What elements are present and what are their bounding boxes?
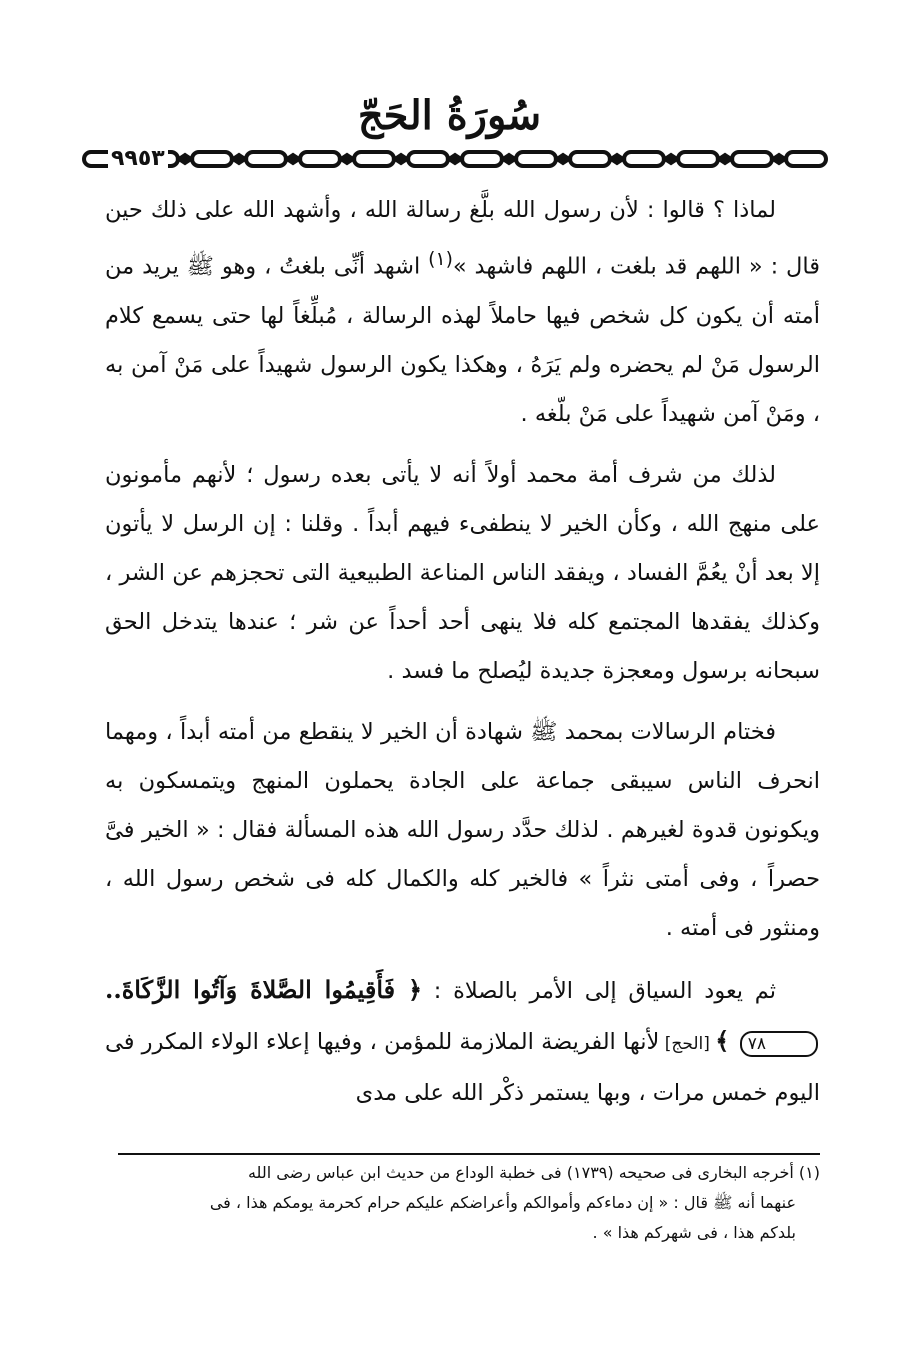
- ornament-link: [192, 152, 232, 166]
- paragraph-1: [105, 186, 820, 439]
- paragraph-1-rest: اشهد أنِّى بلغتُ ، وهو ﷺ يريد من أمته أن يكون كل شخص فيها حاملاً لهذه الرسالة ، مُبلِّغاً لها حتى يسمع كلام الرسول مَنْ لم يحضره ولم يَرَهُ ، وهكذا يكون الرسول شهيداً على مَنْ آمن به ، ومَنْ آمن شهيداً على مَنْ بلّغه .: [105, 253, 820, 427]
- paragraph-4: [105, 965, 820, 1118]
- ornament-link: [246, 152, 286, 166]
- ornament-link: [570, 152, 610, 166]
- paragraph-1-text: لماذا ؟ قالوا : لأن رسول الله بلَّغ رسالة الله ، وأشهد الله على ذلك حين قال : « اللهم قد بلغت ، اللهم فاشهد »: [105, 197, 821, 280]
- ornament-diamond: [449, 155, 461, 163]
- paragraph-3: فختام الرسالات بمحمد ﷺ شهادة أن الخير لا ينقطع من أمته أبداً ، ومهما انحرف الناس سيبقى جماعة على الجادة يحملون المنهج ويتمسكون به ويكونون قدوة لغيرهم . لذلك حدَّد رسول الله هذه المسألة فقال : « الخير فىَّ حصراً ، وفى أمتى نثراً » فالخير كله والكمال كله فى شخص رسول الله ، ومنثور فى أمته .: [105, 718, 820, 941]
- ornament-diamond: [503, 155, 515, 163]
- ornament-link: [786, 152, 826, 166]
- sura-title: سُورَةُ الحَجّ: [357, 92, 542, 139]
- paragraph-4-rest: لأنها الفريضة الملازمة للمؤمن ، وفيها إعلاء الولاء المكرر فى اليوم خمس مرات ، وبها يستمر ذكْر الله على مدى: [105, 1028, 820, 1106]
- ornament-diamond: [287, 155, 299, 163]
- ornament-link: [462, 152, 502, 166]
- ornament-link: [300, 152, 340, 166]
- ornament-link: [624, 152, 664, 166]
- body-text: [105, 186, 820, 1130]
- ornament-link: [354, 152, 394, 166]
- footnote-1-line-2: عنهما أنه ﷺ قال : « إن دماءكم وأموالكم وأعراضكم عليكم حرام كحرمة يومكم هذا ، فى: [209, 1193, 796, 1212]
- page-number: ٩٩٥٣: [108, 146, 168, 172]
- footnote-divider: [118, 1153, 820, 1155]
- header-ornament-rule: [80, 146, 840, 172]
- ornament-link: [678, 152, 718, 166]
- quran-verse: ﴿ فَأَقِيمُوا الصَّلاةَ وَآتُوا الزَّكَاةَ..: [105, 974, 423, 1004]
- ornament-diamond: [665, 155, 677, 163]
- ornament-diamond: [611, 155, 623, 163]
- sura-reference: [الحج]: [659, 1033, 716, 1054]
- ornament-diamond: [179, 155, 191, 163]
- paragraph-2: لذلك من شرف أمة محمد أولاً أنه لا يأتى بعده رسول ؛ لأنهم مأمونون على منهج الله ، وكأن الخير لا ينطفىء فيهم أبداً . وقلنا : إن الرسل لا يأتون إلا بعد أنْ يعُمَّ الفساد ، ويفقد الناس المناعة الطبيعية التى تحجزهم عن الشر ، وكذلك يفقدها المجتمع كله فلا ينهى أحد أحداً عن شر ؛ عندها يتدخل الحق سبحانه برسول ومعجزة جديدة ليُصلح ما فسد .: [105, 461, 820, 684]
- verse-number: ٧٨: [740, 1031, 818, 1057]
- ornament-diamond: [557, 155, 569, 163]
- ornament-link: [408, 152, 448, 166]
- footnotes: [118, 1158, 820, 1248]
- footnote-marker: (١): [428, 249, 453, 270]
- ornament-diamond: [233, 155, 245, 163]
- quran-verse-close: ﴾: [715, 1025, 738, 1055]
- ornament-diamond: [719, 155, 731, 163]
- ornament-link: [516, 152, 556, 166]
- paragraph-4-lead: ثم يعود السياق إلى الأمر بالصلاة :: [422, 977, 777, 1004]
- footnote-1-line-1: (١) أخرجه البخارى فى صحيحه (١٧٣٩) فى خطبة الوداع من حديث ابن عباس رضى الله: [247, 1163, 820, 1182]
- ornament-link: [732, 152, 772, 166]
- ornament-diamond: [773, 155, 785, 163]
- ornament-diamond: [395, 155, 407, 163]
- ornament-diamond: [341, 155, 353, 163]
- footnote-1-line-3: بلدكم هذا ، فى شهركم هذا » .: [592, 1223, 796, 1242]
